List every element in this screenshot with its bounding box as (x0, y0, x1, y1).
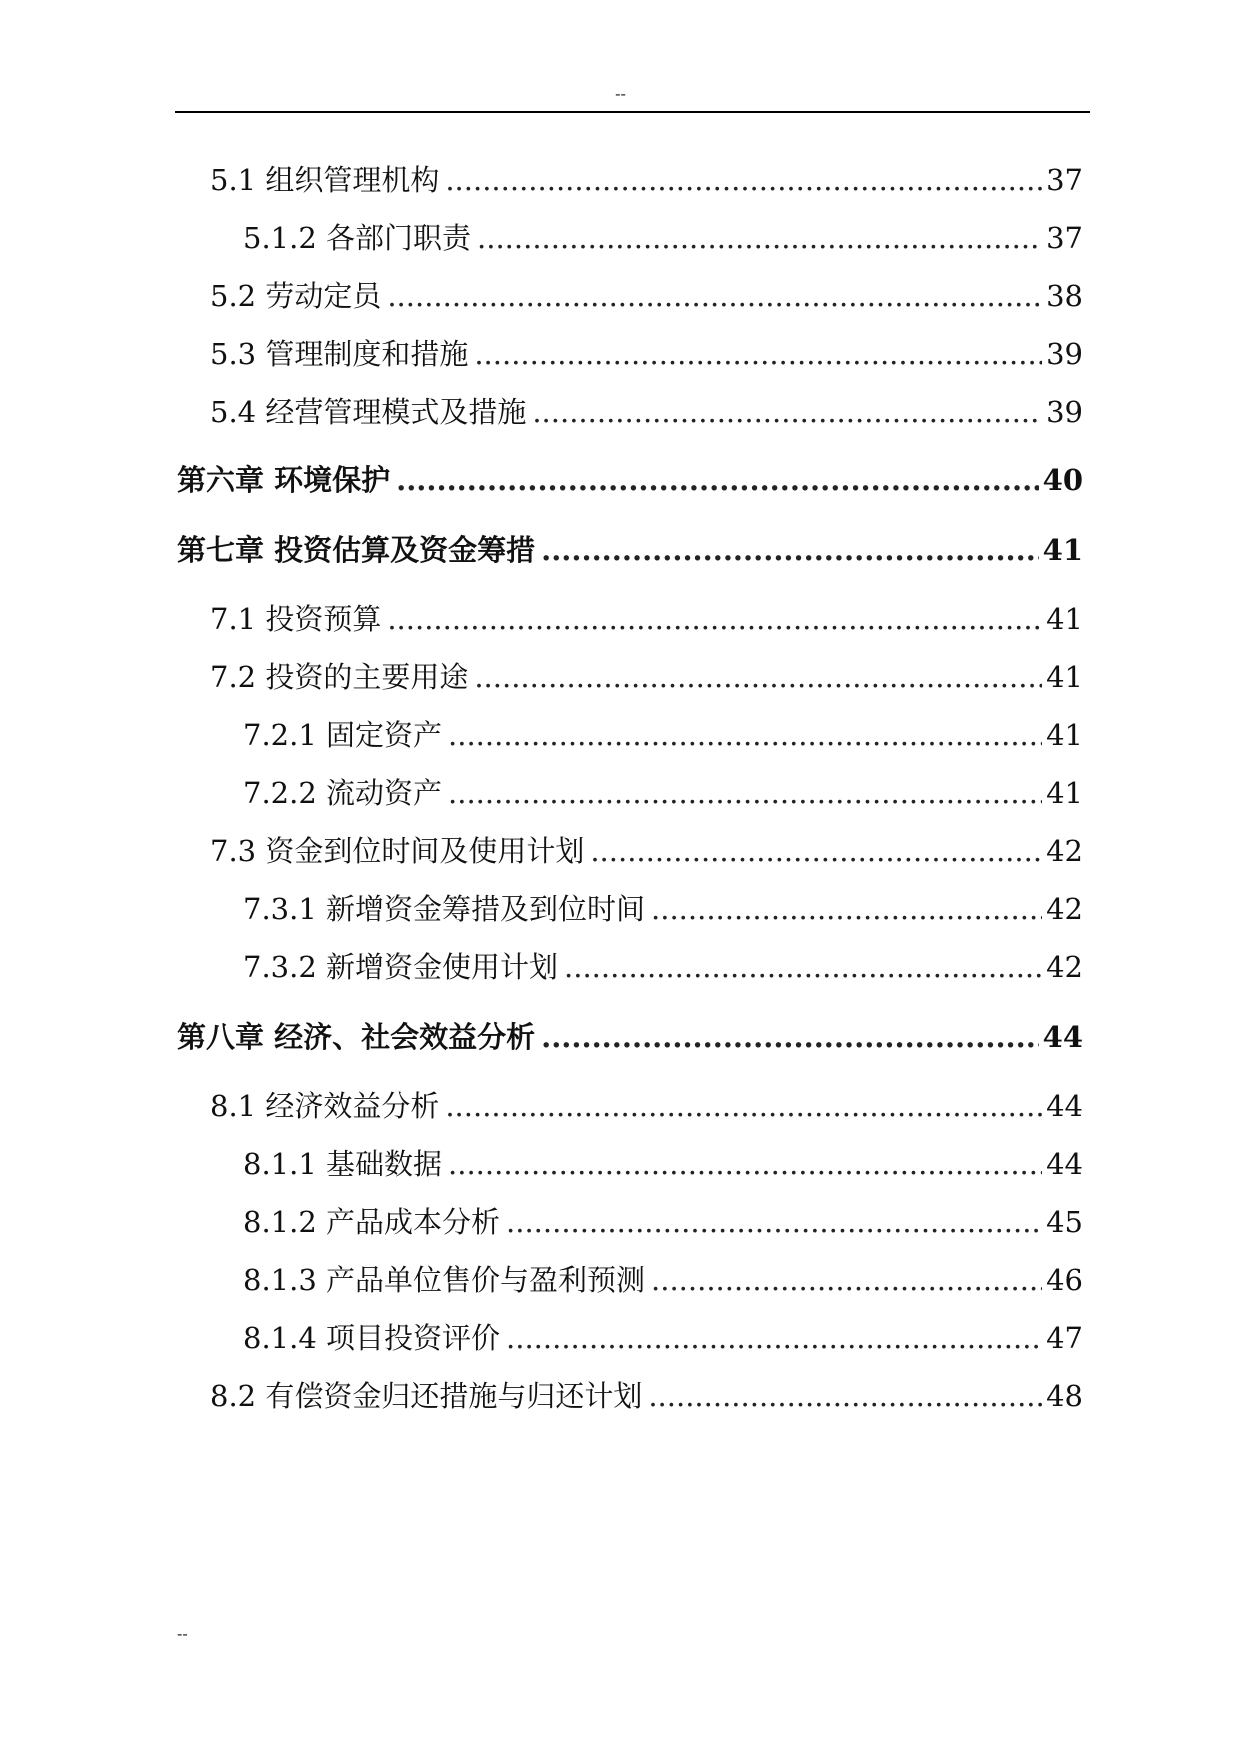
toc-dot-leader (396, 463, 1039, 497)
toc-entry[interactable] (210, 1084, 1083, 1125)
toc-entry-page: 44 (1046, 1089, 1083, 1123)
toc-entry[interactable] (243, 771, 1083, 812)
toc-entry[interactable] (243, 713, 1083, 754)
toc-dot-leader (448, 718, 1042, 752)
toc-entry-label: 7.2.2 流动资产 (243, 776, 443, 810)
toc-entry[interactable] (243, 1200, 1083, 1241)
toc-entry-page: 44 (1042, 1020, 1083, 1054)
toc-dot-leader (564, 950, 1042, 984)
toc-dot-leader (445, 1089, 1042, 1123)
toc-entry-label: 5.2 劳动定员 (210, 279, 382, 313)
toc-entry-label: 第六章 环境保护 (177, 463, 391, 497)
toc-entry-page: 41 (1046, 602, 1083, 636)
toc-entry-label: 7.1 投资预算 (210, 602, 382, 636)
toc-entry[interactable] (243, 887, 1083, 928)
toc-entry-page: 42 (1046, 950, 1083, 984)
toc-dot-leader (651, 1263, 1042, 1297)
toc-entry[interactable] (210, 274, 1083, 315)
toc-dot-leader (477, 221, 1042, 255)
page-header-mark: -- (615, 84, 626, 103)
toc-entry-label: 7.3 资金到位时间及使用计划 (210, 834, 585, 868)
toc-entry-page: 39 (1046, 337, 1083, 371)
page-footer-mark: -- (177, 1624, 188, 1643)
toc-dot-leader (651, 892, 1042, 926)
toc-entry[interactable] (210, 597, 1083, 638)
toc-entry[interactable] (210, 390, 1083, 431)
toc-dot-leader (474, 660, 1042, 694)
toc-entry-label: 8.1 经济效益分析 (210, 1089, 440, 1123)
toc-dot-leader (541, 1020, 1039, 1054)
toc-dot-leader (590, 834, 1042, 868)
toc-entry-page: 41 (1046, 660, 1083, 694)
toc-entry-page: 47 (1046, 1321, 1083, 1355)
toc-dot-leader (474, 337, 1042, 371)
toc-entry-label: 8.1.4 项目投资评价 (243, 1321, 501, 1355)
toc-entry-label: 5.1 组织管理机构 (210, 163, 440, 197)
toc-entry-page: 44 (1046, 1147, 1083, 1181)
toc-entry-label: 第七章 投资估算及资金筹措 (177, 533, 536, 567)
toc-entry[interactable] (243, 1316, 1083, 1357)
toc-entry-page: 41 (1046, 776, 1083, 810)
toc-entry-label: 7.3.1 新增资金筹措及到位时间 (243, 892, 646, 926)
toc-entry[interactable] (210, 1374, 1083, 1415)
toc-entry-page: 48 (1046, 1379, 1083, 1413)
toc-entry-page: 45 (1046, 1205, 1083, 1239)
toc-entry[interactable] (243, 1142, 1083, 1183)
toc-dot-leader (387, 279, 1042, 313)
toc-chapter-entry[interactable] (177, 1015, 1083, 1056)
toc-entry-page: 46 (1046, 1263, 1083, 1297)
toc-entry-page: 41 (1046, 718, 1083, 752)
toc-entry-label: 8.1.2 产品成本分析 (243, 1205, 501, 1239)
toc-entry-label: 8.1.3 产品单位售价与盈利预测 (243, 1263, 646, 1297)
toc-entry-page: 38 (1046, 279, 1083, 313)
toc-entry[interactable] (243, 1258, 1083, 1299)
header-rule (175, 111, 1090, 113)
toc-dot-leader (541, 533, 1039, 567)
toc-dot-leader (387, 602, 1042, 636)
toc-entry-page: 37 (1046, 221, 1083, 255)
toc-entry-label: 7.2 投资的主要用途 (210, 660, 469, 694)
toc-entry-label: 7.2.1 固定资产 (243, 718, 443, 752)
toc-entry-label: 8.2 有偿资金归还措施与归还计划 (210, 1379, 643, 1413)
toc-entry-label: 7.3.2 新增资金使用计划 (243, 950, 559, 984)
toc-chapter-entry[interactable] (177, 458, 1083, 499)
toc-entry[interactable] (243, 216, 1083, 257)
toc-entry[interactable] (243, 945, 1083, 986)
toc-entry-page: 42 (1046, 834, 1083, 868)
toc-entry-page: 42 (1046, 892, 1083, 926)
toc-dot-leader (448, 1147, 1042, 1181)
toc-entry[interactable] (210, 158, 1083, 199)
toc-dot-leader (532, 395, 1042, 429)
toc-chapter-entry[interactable] (177, 528, 1083, 569)
toc-entry-label: 8.1.1 基础数据 (243, 1147, 443, 1181)
toc-dot-leader (506, 1321, 1042, 1355)
toc-entry-label: 5.4 经营管理模式及措施 (210, 395, 527, 429)
toc-entry[interactable] (210, 332, 1083, 373)
toc-dot-leader (448, 776, 1042, 810)
toc-entry-page: 37 (1046, 163, 1083, 197)
toc-dot-leader (506, 1205, 1042, 1239)
toc-entry[interactable] (210, 829, 1083, 870)
toc-entry-label: 5.1.2 各部门职责 (243, 221, 472, 255)
toc-dot-leader (445, 163, 1042, 197)
toc-entry[interactable] (210, 655, 1083, 696)
toc-entry-page: 40 (1042, 463, 1083, 497)
toc-entry-label: 第八章 经济、社会效益分析 (177, 1020, 536, 1054)
toc-entry-page: 39 (1046, 395, 1083, 429)
toc-dot-leader (648, 1379, 1042, 1413)
toc-entry-label: 5.3 管理制度和措施 (210, 337, 469, 371)
toc-entry-page: 41 (1042, 533, 1083, 567)
